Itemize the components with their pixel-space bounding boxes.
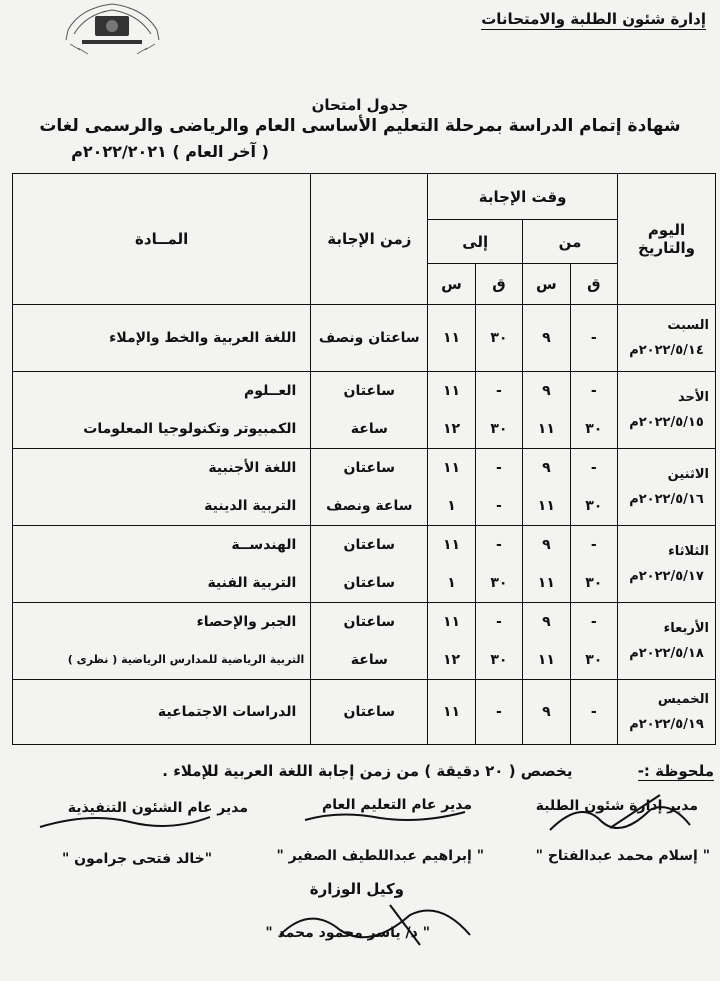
from-minute-value: - bbox=[590, 383, 597, 399]
from-hour-value: ٩ bbox=[542, 383, 551, 399]
to-minute-cell bbox=[475, 305, 522, 372]
day-name: الأحد bbox=[677, 390, 709, 405]
exam-date: ٢٠٢٢/٥/١٥م bbox=[629, 415, 704, 430]
day-date-cell bbox=[617, 449, 715, 526]
from-hour-cell bbox=[523, 449, 570, 526]
subject-cell bbox=[13, 305, 311, 372]
to-hour-value: ١١ bbox=[442, 383, 461, 399]
duration-value: ساعتان bbox=[343, 575, 396, 591]
to-hour-cell bbox=[428, 526, 475, 603]
header-from: من bbox=[523, 220, 618, 264]
to-hour-cell bbox=[428, 449, 475, 526]
subject-value: التربية الرياضية للمدارس الرياضية ( نظرى ) bbox=[67, 653, 305, 666]
from-hour-value: ٩ bbox=[542, 614, 551, 630]
from-minute-cell bbox=[570, 603, 617, 680]
from-minute-cell bbox=[570, 526, 617, 603]
title-line-1: جدول امتحان bbox=[311, 96, 409, 114]
to-hour-value: ١١ bbox=[442, 537, 461, 553]
subject-cell bbox=[13, 372, 311, 449]
to-minute-value: - bbox=[496, 614, 502, 630]
from-minute-value: - bbox=[590, 460, 597, 476]
footnote bbox=[162, 762, 714, 781]
subject-cell bbox=[13, 449, 311, 526]
to-minute-cell bbox=[475, 372, 522, 449]
exam-date: ٢٠٢٢/٥/١٤م bbox=[629, 343, 704, 358]
handwritten-signature-undersecretary bbox=[270, 895, 480, 955]
signature-name-student-affairs: " إسلام محمد عبدالفتاح " bbox=[535, 848, 710, 864]
department-header: إدارة شئون الطلبة والامتحانات bbox=[481, 10, 706, 28]
to-hour-cell bbox=[428, 305, 475, 372]
to-minute-cell bbox=[475, 526, 522, 603]
from-minute-cell bbox=[570, 680, 617, 745]
to-hour-value: ١٢ bbox=[442, 652, 461, 668]
header-to: إلى bbox=[428, 220, 523, 264]
exam-schedule-table bbox=[12, 173, 716, 745]
to-hour-value: ١١ bbox=[442, 614, 461, 630]
subject-cell bbox=[13, 680, 311, 745]
duration-value: ساعة bbox=[350, 652, 388, 668]
handwritten-signature-student-affairs bbox=[540, 790, 700, 840]
from-minute-cell bbox=[570, 372, 617, 449]
footnote-label: ملحوظة :- bbox=[637, 762, 714, 780]
header-subject: المــادة bbox=[13, 174, 311, 305]
to-hour-value: ١٢ bbox=[442, 421, 461, 437]
from-minute-value: - bbox=[590, 330, 597, 346]
from-minute-cell bbox=[570, 449, 617, 526]
subject-value: التربية الفنية bbox=[207, 575, 297, 591]
duration-value: ساعة bbox=[350, 421, 388, 437]
to-minute-value: - bbox=[496, 498, 502, 514]
to-hour-value: ١١ bbox=[442, 460, 461, 476]
from-hour-cell bbox=[523, 372, 570, 449]
day-date-cell bbox=[617, 680, 715, 745]
day-name: الأربعاء bbox=[663, 621, 709, 636]
day-name: الاثنين bbox=[667, 467, 709, 482]
signature-title-student-affairs: مدير إدارة شئون الطلبة bbox=[535, 798, 698, 814]
exam-date: ٢٠٢٢/٥/١٩م bbox=[629, 717, 704, 732]
from-hour-value: ١١ bbox=[537, 652, 555, 668]
duration-value: ساعتان bbox=[343, 537, 396, 553]
header-to-s: س bbox=[428, 264, 475, 305]
table-row bbox=[13, 526, 716, 603]
day-date-cell bbox=[617, 305, 715, 372]
subject-value: الدراسات الاجتماعية bbox=[157, 704, 297, 720]
subject-value: الجبر والإحصاء bbox=[196, 614, 297, 630]
table-row bbox=[13, 449, 716, 526]
to-minute-cell bbox=[475, 603, 522, 680]
day-name: السبت bbox=[667, 318, 709, 333]
from-minute-value: ٣٠ bbox=[585, 421, 603, 437]
to-minute-value: ٣٠ bbox=[490, 652, 508, 668]
signature-name-undersecretary: " د/ ياسر محمود محمد " bbox=[265, 925, 430, 941]
header-from-q: ق bbox=[570, 264, 617, 305]
from-minute-value: - bbox=[590, 537, 597, 553]
day-date-cell bbox=[617, 372, 715, 449]
day-date-cell bbox=[617, 603, 715, 680]
handwritten-signature-executive-affairs bbox=[30, 792, 220, 837]
to-hour-value: ١ bbox=[447, 575, 456, 591]
duration-value: ساعة ونصف bbox=[326, 498, 413, 514]
subject-value: اللغة الأجنبية bbox=[208, 460, 297, 476]
from-minute-value: ٣٠ bbox=[585, 498, 603, 514]
subject-cell bbox=[13, 526, 311, 603]
from-hour-value: ١١ bbox=[537, 498, 555, 514]
to-minute-value: ٣٠ bbox=[490, 575, 508, 591]
to-hour-cell bbox=[428, 680, 475, 745]
subject-value: العــلوم bbox=[244, 383, 297, 399]
duration-value: ساعتان bbox=[343, 383, 396, 399]
subject-value: التربية الدينية bbox=[204, 498, 297, 514]
header-to-q: ق bbox=[475, 264, 522, 305]
to-minute-value: - bbox=[496, 704, 502, 720]
duration-cell bbox=[311, 372, 428, 449]
duration-value: ساعتان ونصف bbox=[318, 330, 420, 346]
from-minute-value: - bbox=[590, 614, 597, 630]
ministry-logo bbox=[60, 0, 165, 58]
from-hour-cell bbox=[523, 526, 570, 603]
title-line-3: ( آخر العام ) ٢٠٢٢/٢٠٢١م bbox=[71, 142, 269, 161]
to-hour-cell bbox=[428, 603, 475, 680]
table-row bbox=[13, 680, 716, 745]
signature-title-general-education: مدير عام التعليم العام bbox=[322, 797, 472, 813]
duration-cell bbox=[311, 449, 428, 526]
header-from-s: س bbox=[523, 264, 570, 305]
to-minute-cell bbox=[475, 680, 522, 745]
from-hour-cell bbox=[523, 305, 570, 372]
title-line-2: شهادة إتمام الدراسة بمرحلة التعليم الأساسى العام والرياضى والرسمى لغات bbox=[39, 116, 681, 136]
day-name: الثلاثاء bbox=[668, 544, 709, 559]
from-minute-value: ٣٠ bbox=[585, 575, 603, 591]
from-hour-cell bbox=[523, 680, 570, 745]
table-row bbox=[13, 305, 716, 372]
to-hour-value: ١١ bbox=[442, 704, 461, 720]
from-hour-value: ١١ bbox=[537, 421, 555, 437]
duration-cell bbox=[311, 305, 428, 372]
day-name: الخميس bbox=[657, 692, 709, 707]
to-minute-value: - bbox=[496, 537, 502, 553]
subject-cell bbox=[13, 603, 311, 680]
header-duration: زمن الإجابة bbox=[311, 174, 428, 305]
table-row bbox=[13, 372, 716, 449]
to-minute-value: ٣٠ bbox=[490, 330, 508, 346]
to-minute-value: ٣٠ bbox=[490, 421, 508, 437]
signature-title-undersecretary: وكيل الوزارة bbox=[309, 880, 404, 898]
from-minute-value: - bbox=[590, 704, 597, 720]
signature-name-general-education: " إبراهيم عبداللطيف الصفير " bbox=[276, 848, 484, 864]
from-hour-value: ٩ bbox=[542, 460, 551, 476]
to-hour-value: ١ bbox=[447, 498, 456, 514]
duration-value: ساعتان bbox=[343, 704, 396, 720]
duration-value: ساعتان bbox=[343, 614, 396, 630]
subject-value: الكمبيوتر وتكنولوجيا المعلومات bbox=[83, 421, 297, 437]
duration-cell bbox=[311, 680, 428, 745]
from-hour-value: ٩ bbox=[542, 330, 551, 346]
to-minute-value: - bbox=[496, 383, 502, 399]
subject-value: اللغة العربية والخط والإملاء bbox=[109, 330, 297, 346]
duration-cell bbox=[311, 526, 428, 603]
exam-date: ٢٠٢٢/٥/١٦م bbox=[629, 492, 704, 507]
from-hour-value: ١١ bbox=[537, 575, 555, 591]
to-hour-cell bbox=[428, 372, 475, 449]
from-minute-cell bbox=[570, 305, 617, 372]
header-answer-time: وقت الإجابة bbox=[428, 174, 618, 220]
from-hour-value: ٩ bbox=[542, 704, 551, 720]
handwritten-signature-general-education bbox=[300, 790, 470, 830]
to-minute-cell bbox=[475, 449, 522, 526]
subject-value: الهندســة bbox=[231, 537, 297, 553]
signature-title-executive-affairs: مدير عام الشئون التنفيذية bbox=[67, 800, 248, 816]
to-minute-value: - bbox=[496, 460, 502, 476]
exam-date: ٢٠٢٢/٥/١٧م bbox=[629, 569, 704, 584]
duration-cell bbox=[311, 603, 428, 680]
day-date-cell bbox=[617, 526, 715, 603]
from-hour-cell bbox=[523, 603, 570, 680]
from-hour-value: ٩ bbox=[542, 537, 551, 553]
table-row bbox=[13, 603, 716, 680]
to-hour-value: ١١ bbox=[442, 330, 461, 346]
signature-name-executive-affairs: "خالد فتحى جرامون " bbox=[61, 851, 212, 867]
header-day-date: اليوم والتاريخ bbox=[617, 174, 715, 305]
duration-value: ساعتان bbox=[343, 460, 396, 476]
exam-date: ٢٠٢٢/٥/١٨م bbox=[629, 646, 704, 661]
footnote-text: يخصص ( ٢٠ دقيقة ) من زمن إجابة اللغة العربية للإملاء . bbox=[162, 762, 573, 780]
from-minute-value: ٣٠ bbox=[585, 652, 603, 668]
